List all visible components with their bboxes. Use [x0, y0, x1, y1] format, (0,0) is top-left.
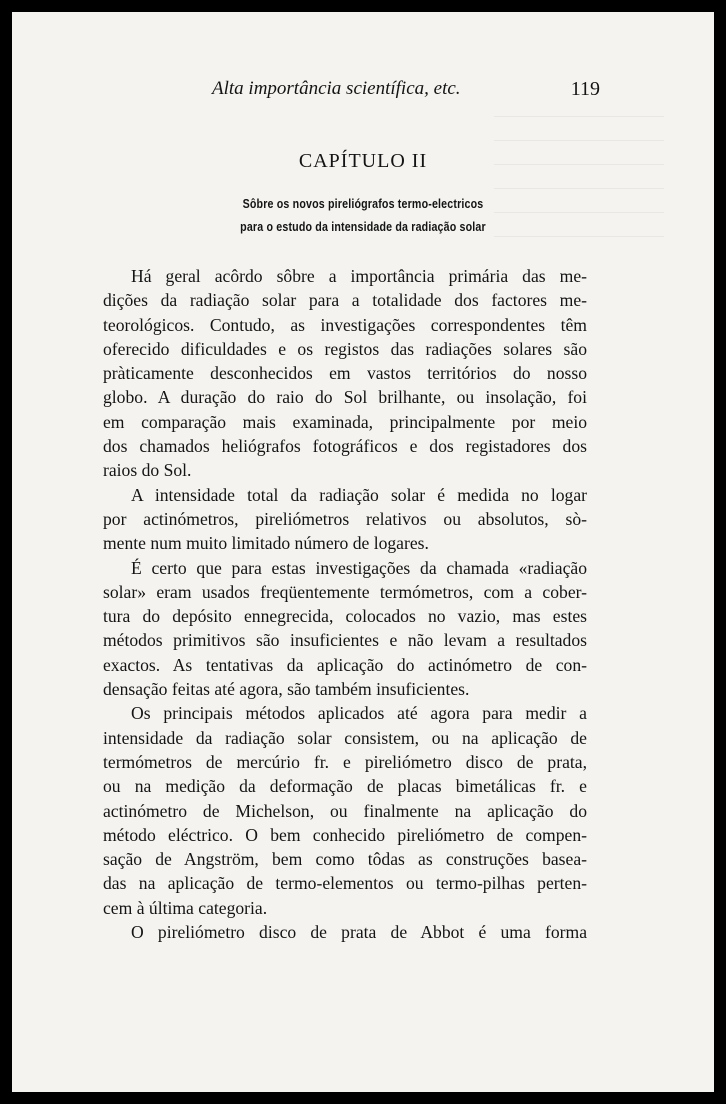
body-line: em comparação mais examinada, principalmente por meio [103, 411, 587, 432]
body-line: Os principais métodos aplicados até agora para medir a [131, 703, 587, 724]
body-line: dições da radiação solar para a totalidade dos factores me- [103, 290, 587, 311]
body-line: É certo que para estas investigações da chamada «radiação [131, 557, 587, 578]
chapter-title: CAPÍTULO II [298, 150, 428, 172]
body-line: O pireliómetro disco de prata de Abbot é uma forma [131, 922, 587, 943]
body-line: termómetros de mercúrio fr. e pireliómetro disco de prata, [103, 751, 587, 772]
body-line: oferecido dificuldades e os registos das radiações solares são [103, 338, 587, 359]
body-line: sação de Angström, bem como tôdas as construções basea- [103, 849, 587, 870]
body-line: tura do depósito ennegrecida, colocados no vazio, mas estes [103, 606, 587, 627]
body-line: cem à última categoria. [103, 897, 268, 918]
body-line: actinómetro de Michelson, ou finalmente na aplicação do [103, 800, 587, 821]
page-number: 119 [570, 78, 600, 100]
body-line: solar» eram usados freqüentemente termómetros, com a cober- [103, 581, 587, 602]
body-text [103, 264, 587, 944]
body-line: método eléctrico. O bem conhecido pireliómetro de compen- [103, 824, 587, 845]
body-line: ou na medição da deformação de placas bimetálicas fr. e [103, 776, 587, 797]
body-line: métodos primitivos são insuficientes e não levam a resultados [103, 630, 587, 651]
body-line: exactos. As tentativas da aplicação do actinómetro de con- [103, 654, 587, 675]
body-line: globo. A duração do raio do Sol brilhante, ou insolação, foi [103, 387, 587, 408]
body-line: das na aplicação de termo-elementos ou termo-pilhas perten- [103, 873, 587, 894]
show-through-text [494, 116, 664, 256]
body-line: intensidade da radiação solar consistem, ou na aplicação de [103, 727, 587, 748]
body-line: dos chamados heliógrafos fotográficos e dos registadores dos [103, 436, 587, 457]
book-page [12, 12, 714, 1092]
running-title: Alta importância scientífica, etc. [212, 78, 461, 99]
body-line: densação feitas até agora, são também insuficientes. [103, 679, 470, 700]
body-line: pràticamente desconhecidos em vastos territórios do nosso [103, 363, 587, 384]
body-line: mente num muito limitado número de logares. [103, 533, 429, 554]
body-line: teorológicos. Contudo, as investigações correspondentes têm [103, 314, 587, 335]
chapter-subtitle-line-2: para o estudo da intensidade da radiação solar [240, 219, 486, 234]
running-head [112, 78, 600, 102]
body-line: raios do Sol. [103, 460, 192, 481]
body-line: A intensidade total da radiação solar é medida no logar [131, 484, 587, 505]
chapter-subtitle-line-1: Sôbre os novos pireliógrafos termo-electricos [242, 196, 484, 211]
body-line: por actinómetros, pireliómetros relativos ou absolutos, sò- [103, 508, 587, 529]
body-line: Há geral acôrdo sôbre a importância primária das me- [131, 266, 587, 286]
